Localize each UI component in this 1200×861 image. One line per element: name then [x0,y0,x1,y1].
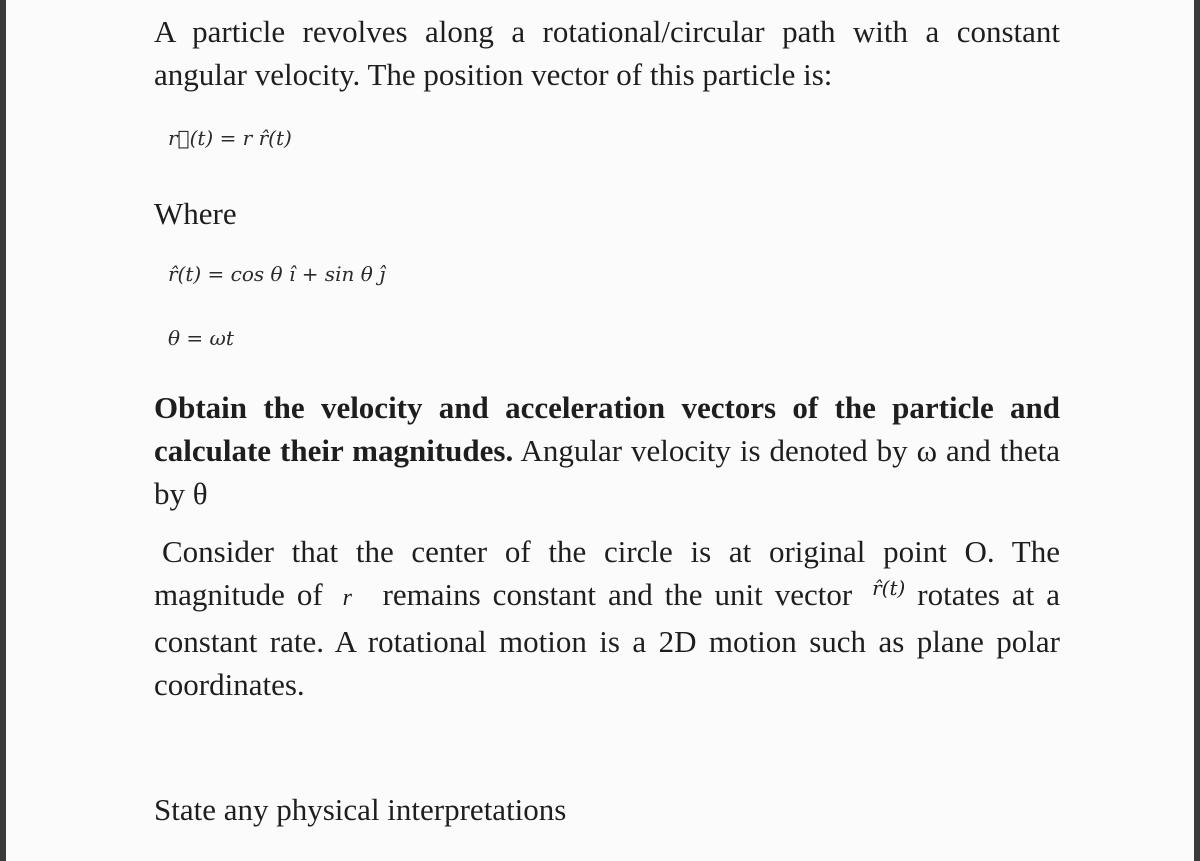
position-vector-equation: r⃗(t) = r r̂(t) [168,126,292,150]
unit-vector-symbol: r̂(t) [872,576,906,600]
where-label: Where [154,196,237,231]
consider-text-a: Consider that the center of the circle is at original point O. The magnitude of [154,534,1060,612]
task-paragraph [154,386,1060,515]
intro-paragraph: A particle revolves along a rotational/circular path with a constant angular velocity. The position vector of this particle is: [154,14,1060,92]
consider-text-b: remains constant and the unit vector [370,577,865,612]
consider-text-c: rotates at a constant rate. A rotational motion is a 2D motion such as plane polar coordinates. [154,577,1060,702]
task-bold-text: Obtain the velocity and acceleration vectors of the particle and calculate their magnitudes. [154,390,1060,468]
r-vector-symbol: r⃗ [342,585,371,611]
theta-equation: θ = ωt [168,326,234,350]
final-instruction: State any physical interpretations [154,792,567,827]
document-page [6,0,1194,861]
consider-paragraph [154,530,1060,706]
unit-vector-equation: r̂(t) = cos θ î + sin θ ĵ [168,262,386,286]
task-rest-text: Angular velocity is denoted by ω and theta by θ [154,433,1060,511]
